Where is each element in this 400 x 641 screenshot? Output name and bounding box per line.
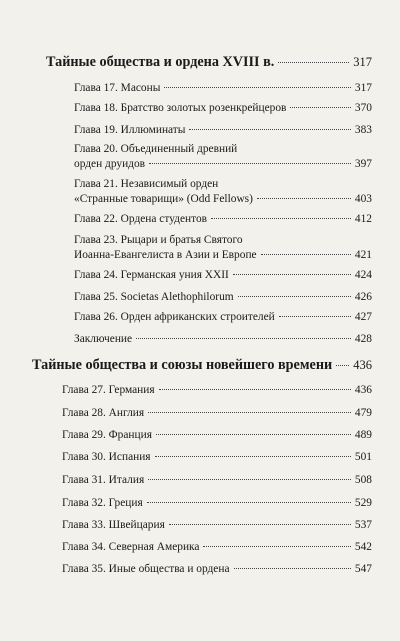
entry-title: орден друидов	[74, 158, 146, 170]
page-number: 537	[354, 519, 372, 531]
page-number: 421	[354, 249, 372, 261]
dot-leader	[169, 524, 351, 525]
page-number: 397	[354, 158, 372, 170]
part-title: Тайные общества и союзы новейшего времени	[32, 357, 333, 373]
toc-entry	[62, 519, 372, 531]
page-number: 508	[354, 474, 372, 486]
entry-title: Глава 31. Италия	[62, 474, 145, 486]
toc-entry	[62, 497, 372, 509]
part-title: Тайные общества и ордена XVIII в.	[46, 54, 275, 70]
dot-leader	[156, 434, 351, 435]
entry-title: Глава 30. Испания	[62, 451, 151, 463]
dot-leader	[148, 479, 351, 480]
dot-leader	[149, 163, 351, 164]
toc-entry	[74, 213, 372, 225]
dot-leader	[164, 87, 351, 88]
toc-entry	[62, 384, 372, 396]
dot-leader	[155, 456, 351, 457]
entry-title: Иоанна-Евангелиста в Азии и Европе	[74, 249, 257, 261]
page-number: 428	[354, 333, 372, 345]
toc-entry	[74, 333, 372, 345]
entry-title: Глава 17. Масоны	[74, 82, 161, 94]
entry-title-line1: Глава 20. Объединенный древний	[74, 143, 238, 155]
dot-leader	[159, 389, 351, 390]
dot-leader	[203, 546, 350, 547]
dot-leader	[211, 218, 351, 219]
page-number: 426	[354, 291, 372, 303]
entry-title: Глава 24. Германская уния XXII	[74, 269, 229, 281]
page-number: 436	[354, 384, 372, 396]
dot-leader	[189, 129, 350, 130]
dot-leader	[290, 107, 351, 108]
page-number: 424	[354, 269, 372, 281]
dot-leader	[261, 254, 351, 255]
page-number: 383	[354, 124, 372, 136]
entry-title: Глава 29. Франция	[62, 429, 152, 441]
entry-title: «Странные товарищи» (Odd Fellows)	[74, 193, 253, 205]
toc-entry	[62, 474, 372, 486]
dot-leader	[336, 365, 349, 366]
toc-entry	[74, 124, 372, 136]
toc-entry	[62, 407, 372, 419]
dot-leader	[238, 296, 351, 297]
dot-leader	[148, 412, 351, 413]
toc-entry	[74, 269, 372, 281]
part-heading	[46, 54, 372, 71]
dot-leader	[136, 338, 351, 339]
page-number: 529	[354, 497, 372, 509]
entry-title: Глава 33. Швейцария	[62, 519, 165, 531]
entry-title: Глава 22. Ордена студентов	[74, 213, 208, 225]
entry-title: Глава 35. Иные общества и ордена	[62, 563, 230, 575]
page-number: 542	[354, 541, 372, 553]
toc-entry	[62, 429, 372, 441]
toc-entry	[74, 291, 372, 303]
entry-title: Глава 25. Societas Alethophilorum	[74, 291, 234, 303]
toc-entry	[74, 102, 372, 114]
dot-leader	[233, 274, 351, 275]
page-number: 317	[354, 82, 372, 94]
entry-title: Глава 27. Германия	[62, 384, 155, 396]
dot-leader	[257, 198, 351, 199]
page-number: 370	[354, 102, 372, 114]
page-number: 501	[354, 451, 372, 463]
entry-title: Глава 34. Северная Америка	[62, 541, 200, 553]
page-number: 547	[354, 563, 372, 575]
dot-leader	[147, 502, 351, 503]
dot-leader	[278, 62, 349, 63]
page-number: 489	[354, 429, 372, 441]
entry-title: Заключение	[74, 333, 133, 345]
entry-title: Глава 28. Англия	[62, 407, 145, 419]
dot-leader	[234, 568, 351, 569]
toc-entry	[62, 451, 372, 463]
part-heading	[32, 357, 372, 374]
entry-title-line1: Глава 23. Рыцари и братья Святого	[74, 234, 243, 246]
toc-entry	[74, 158, 372, 170]
entry-title: Глава 32. Греция	[62, 497, 143, 509]
page-number: 427	[354, 311, 372, 323]
toc-entry	[74, 249, 372, 261]
entry-title: Глава 19. Иллюминаты	[74, 124, 186, 136]
page-number: 479	[354, 407, 372, 419]
page-number: 317	[353, 55, 372, 69]
dot-leader	[279, 316, 351, 317]
page-number: 436	[353, 358, 372, 372]
page-number: 403	[354, 193, 372, 205]
toc-entry	[74, 82, 372, 94]
entry-title-line1: Глава 21. Независимый орден	[74, 178, 219, 190]
toc-entry	[62, 541, 372, 553]
toc-entry	[62, 563, 372, 575]
entry-title: Глава 26. Орден африканских строителей	[74, 311, 275, 323]
toc-entry	[74, 311, 372, 323]
page-number: 412	[354, 213, 372, 225]
toc-entry	[74, 193, 372, 205]
entry-title: Глава 18. Братство золотых розенкрейцеров	[74, 102, 287, 114]
